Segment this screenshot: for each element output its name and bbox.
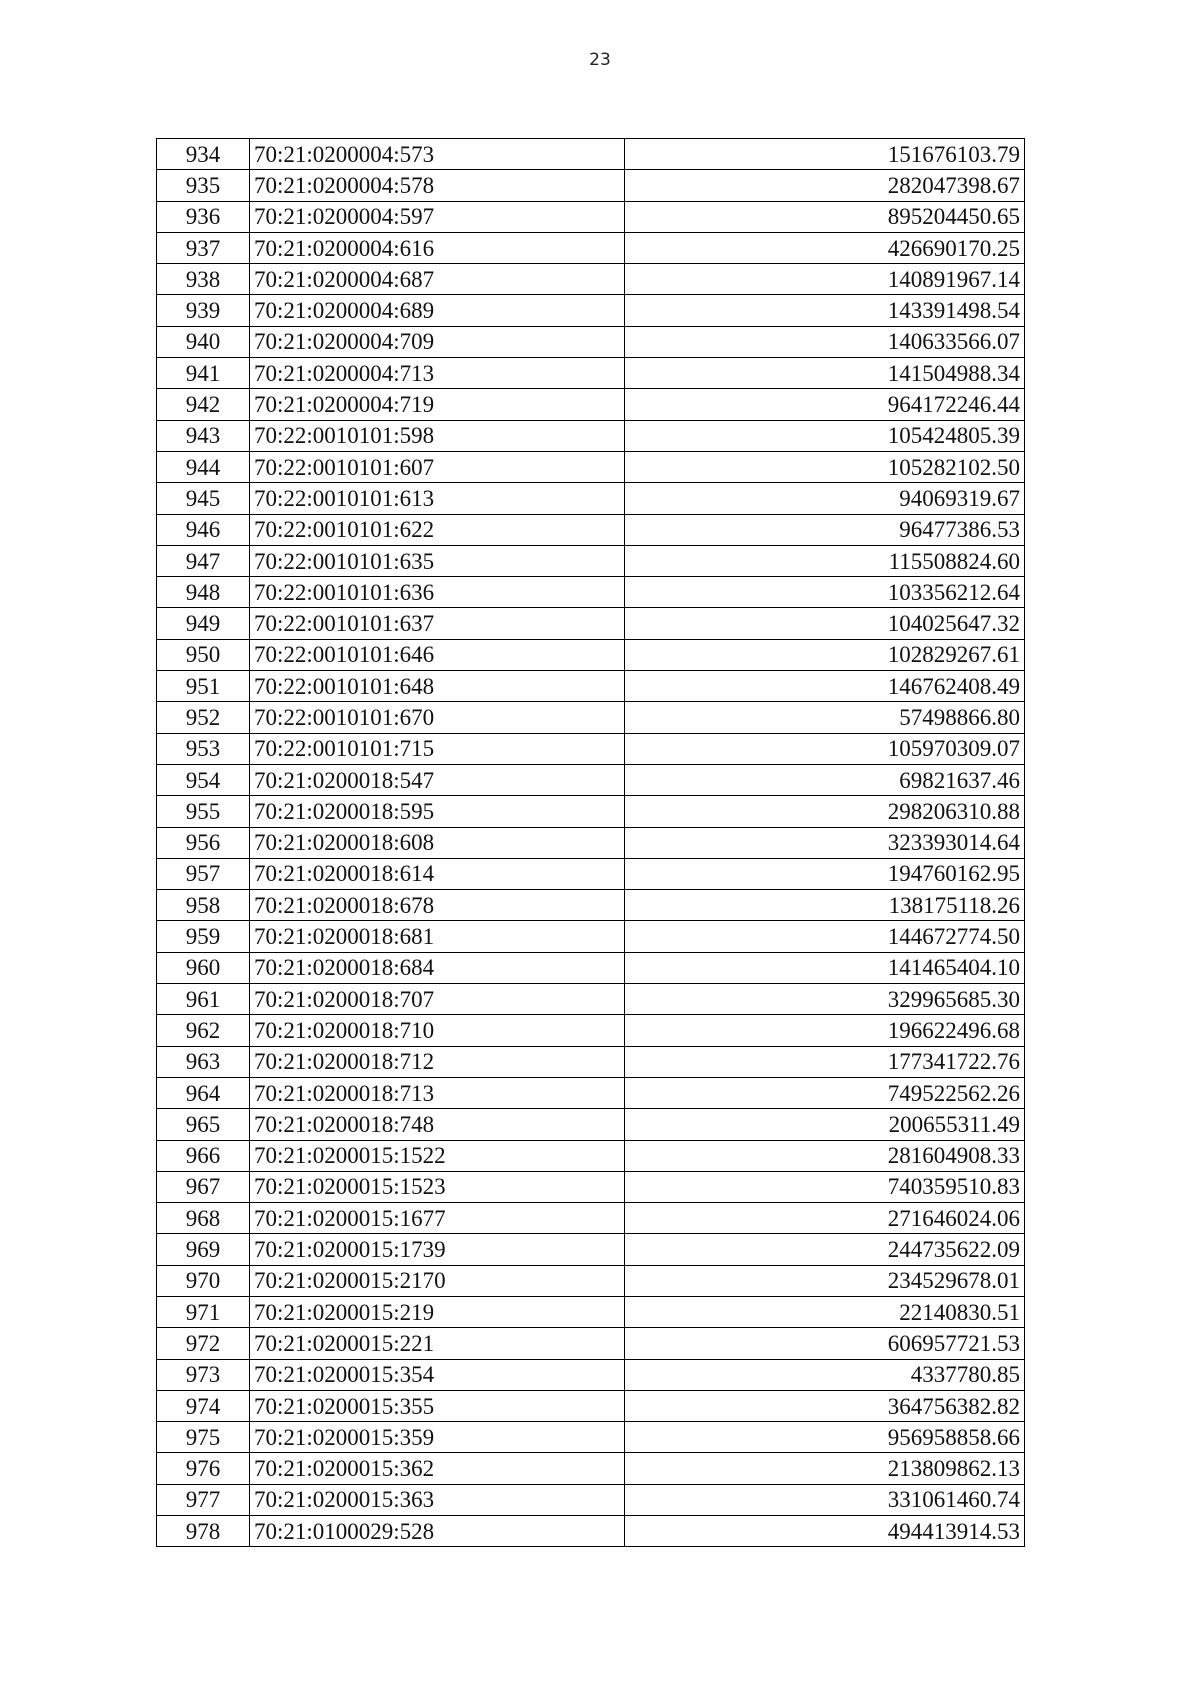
table-row (157, 890, 1025, 921)
cadastral-number-cell: 70:21:0200015:359 (250, 1422, 625, 1453)
cadastral-number-cell: 70:21:0200018:614 (250, 858, 625, 889)
row-number-cell: 955 (157, 796, 250, 827)
cadastral-value-cell: 69821637.46 (625, 764, 1025, 795)
cadastral-number-cell: 70:22:0010101:607 (250, 451, 625, 482)
row-number-cell: 953 (157, 733, 250, 764)
cadastral-number-cell: 70:21:0200015:1522 (250, 1140, 625, 1171)
table-row (157, 1015, 1025, 1046)
row-number-cell: 967 (157, 1171, 250, 1202)
cadastral-number-cell: 70:21:0200004:687 (250, 264, 625, 295)
cadastral-number-cell: 70:21:0200004:573 (250, 139, 625, 170)
cadastral-number-cell: 70:22:0010101:670 (250, 702, 625, 733)
table-row (157, 1265, 1025, 1296)
cadastral-value-cell: 143391498.54 (625, 295, 1025, 326)
cadastral-number-cell: 70:21:0200018:608 (250, 827, 625, 858)
cadastral-value-cell: 22140830.51 (625, 1296, 1025, 1327)
row-number-cell: 934 (157, 139, 250, 170)
cadastral-value-cell: 323393014.64 (625, 827, 1025, 858)
cadastral-value-cell: 96477386.53 (625, 514, 1025, 545)
cadastral-number-cell: 70:21:0200018:678 (250, 890, 625, 921)
cadastral-number-cell: 70:21:0200015:221 (250, 1328, 625, 1359)
row-number-cell: 969 (157, 1234, 250, 1265)
row-number-cell: 941 (157, 358, 250, 389)
cadastral-number-cell: 70:22:0010101:622 (250, 514, 625, 545)
table-row (157, 1390, 1025, 1421)
cadastral-value-cell: 104025647.32 (625, 608, 1025, 639)
cadastral-number-cell: 70:21:0200015:1739 (250, 1234, 625, 1265)
cadastral-value-cell: 740359510.83 (625, 1171, 1025, 1202)
row-number-cell: 956 (157, 827, 250, 858)
row-number-cell: 966 (157, 1140, 250, 1171)
table-row (157, 1296, 1025, 1327)
table-row (157, 264, 1025, 295)
row-number-cell: 964 (157, 1077, 250, 1108)
cadastral-number-cell: 70:22:0010101:637 (250, 608, 625, 639)
cadastral-value-cell: 144672774.50 (625, 921, 1025, 952)
row-number-cell: 951 (157, 671, 250, 702)
cadastral-value-cell: 196622496.68 (625, 1015, 1025, 1046)
table-row (157, 1359, 1025, 1390)
cadastral-value-cell: 105424805.39 (625, 420, 1025, 451)
table-row (157, 139, 1025, 170)
cadastral-number-cell: 70:22:0010101:613 (250, 483, 625, 514)
row-number-cell: 950 (157, 639, 250, 670)
cadastral-value-cell: 364756382.82 (625, 1390, 1025, 1421)
row-number-cell: 948 (157, 577, 250, 608)
table-row (157, 577, 1025, 608)
cadastral-value-cell: 298206310.88 (625, 796, 1025, 827)
cadastral-value-cell: 895204450.65 (625, 201, 1025, 232)
cadastral-value-cell: 213809862.13 (625, 1453, 1025, 1484)
row-number-cell: 937 (157, 232, 250, 263)
table-row (157, 1109, 1025, 1140)
row-number-cell: 961 (157, 984, 250, 1015)
cadastral-number-cell: 70:22:0010101:598 (250, 420, 625, 451)
cadastral-number-cell: 70:21:0200018:681 (250, 921, 625, 952)
row-number-cell: 939 (157, 295, 250, 326)
table-row (157, 389, 1025, 420)
cadastral-value-cell: 234529678.01 (625, 1265, 1025, 1296)
table-row (157, 545, 1025, 576)
cadastral-number-cell: 70:22:0010101:648 (250, 671, 625, 702)
row-number-cell: 977 (157, 1484, 250, 1515)
table-row (157, 952, 1025, 983)
row-number-cell: 962 (157, 1015, 250, 1046)
table-row (157, 1046, 1025, 1077)
cadastral-value-cell: 4337780.85 (625, 1359, 1025, 1390)
cadastral-value-cell: 749522562.26 (625, 1077, 1025, 1108)
row-number-cell: 938 (157, 264, 250, 295)
table-row (157, 1140, 1025, 1171)
row-number-cell: 974 (157, 1390, 250, 1421)
cadastral-number-cell: 70:21:0200004:689 (250, 295, 625, 326)
table-row (157, 1203, 1025, 1234)
cadastral-number-cell: 70:22:0010101:636 (250, 577, 625, 608)
cadastral-number-cell: 70:21:0200015:362 (250, 1453, 625, 1484)
table-row (157, 1484, 1025, 1515)
cadastral-number-cell: 70:21:0200004:709 (250, 326, 625, 357)
row-number-cell: 954 (157, 764, 250, 795)
cadastral-value-cell: 194760162.95 (625, 858, 1025, 889)
row-number-cell: 958 (157, 890, 250, 921)
cadastral-value-cell: 140633566.07 (625, 326, 1025, 357)
cadastral-value-cell: 57498866.80 (625, 702, 1025, 733)
cadastral-number-cell: 70:21:0200018:748 (250, 1109, 625, 1140)
cadastral-number-cell: 70:21:0200015:363 (250, 1484, 625, 1515)
cadastral-value-cell: 282047398.67 (625, 170, 1025, 201)
row-number-cell: 972 (157, 1328, 250, 1359)
row-number-cell: 971 (157, 1296, 250, 1327)
row-number-cell: 975 (157, 1422, 250, 1453)
cadastral-number-cell: 70:21:0200004:719 (250, 389, 625, 420)
table-row (157, 1422, 1025, 1453)
cadastral-value-cell: 331061460.74 (625, 1484, 1025, 1515)
cadastral-number-cell: 70:21:0200015:219 (250, 1296, 625, 1327)
cadastral-value-cell: 426690170.25 (625, 232, 1025, 263)
table-row (157, 1171, 1025, 1202)
cadastral-number-cell: 70:21:0200004:713 (250, 358, 625, 389)
table-row (157, 827, 1025, 858)
cadastral-value-cell: 151676103.79 (625, 139, 1025, 170)
row-number-cell: 947 (157, 545, 250, 576)
table-row (157, 639, 1025, 670)
cadastral-number-cell: 70:22:0010101:715 (250, 733, 625, 764)
cadastral-value-cell: 115508824.60 (625, 545, 1025, 576)
row-number-cell: 957 (157, 858, 250, 889)
cadastral-number-cell: 70:21:0200018:712 (250, 1046, 625, 1077)
row-number-cell: 946 (157, 514, 250, 545)
table-row (157, 921, 1025, 952)
table-row (157, 514, 1025, 545)
row-number-cell: 944 (157, 451, 250, 482)
row-number-cell: 940 (157, 326, 250, 357)
table-row (157, 232, 1025, 263)
cadastral-value-cell: 964172246.44 (625, 389, 1025, 420)
row-number-cell: 960 (157, 952, 250, 983)
cadastral-value-cell: 200655311.49 (625, 1109, 1025, 1140)
cadastral-value-cell: 146762408.49 (625, 671, 1025, 702)
row-number-cell: 965 (157, 1109, 250, 1140)
cadastral-value-cell: 103356212.64 (625, 577, 1025, 608)
table-row (157, 420, 1025, 451)
cadastral-value-cell: 956958858.66 (625, 1422, 1025, 1453)
table-row (157, 608, 1025, 639)
cadastral-number-cell: 70:22:0010101:635 (250, 545, 625, 576)
table-body (157, 139, 1025, 1547)
cadastral-number-cell: 70:21:0200015:1523 (250, 1171, 625, 1202)
cadastral-number-cell: 70:21:0200018:547 (250, 764, 625, 795)
cadastral-number-cell: 70:22:0010101:646 (250, 639, 625, 670)
row-number-cell: 943 (157, 420, 250, 451)
row-number-cell: 952 (157, 702, 250, 733)
cadastral-value-cell: 281604908.33 (625, 1140, 1025, 1171)
cadastral-number-cell: 70:21:0200004:616 (250, 232, 625, 263)
cadastral-number-cell: 70:21:0200018:713 (250, 1077, 625, 1108)
cadastral-number-cell: 70:21:0200015:354 (250, 1359, 625, 1390)
table-row (157, 326, 1025, 357)
cadastral-value-cell: 244735622.09 (625, 1234, 1025, 1265)
row-number-cell: 949 (157, 608, 250, 639)
row-number-cell: 935 (157, 170, 250, 201)
cadastral-value-cell: 494413914.53 (625, 1516, 1025, 1547)
cadastral-number-cell: 70:21:0200015:355 (250, 1390, 625, 1421)
row-number-cell: 973 (157, 1359, 250, 1390)
row-number-cell: 963 (157, 1046, 250, 1077)
cadastral-number-cell: 70:21:0200004:578 (250, 170, 625, 201)
row-number-cell: 959 (157, 921, 250, 952)
cadastral-number-cell: 70:21:0200018:710 (250, 1015, 625, 1046)
table-row (157, 702, 1025, 733)
cadastral-number-cell: 70:21:0200004:597 (250, 201, 625, 232)
cadastral-value-cell: 177341722.76 (625, 1046, 1025, 1077)
table-row (157, 984, 1025, 1015)
row-number-cell: 970 (157, 1265, 250, 1296)
table-row (157, 764, 1025, 795)
cadastral-value-cell: 138175118.26 (625, 890, 1025, 921)
table-row (157, 451, 1025, 482)
table-row (157, 1328, 1025, 1359)
cadastral-value-cell: 329965685.30 (625, 984, 1025, 1015)
cadastral-number-cell: 70:21:0200018:684 (250, 952, 625, 983)
row-number-cell: 945 (157, 483, 250, 514)
table-row (157, 201, 1025, 232)
row-number-cell: 976 (157, 1453, 250, 1484)
cadastral-number-cell: 70:21:0100029:528 (250, 1516, 625, 1547)
page-number: 23 (589, 50, 611, 70)
cadastral-number-cell: 70:21:0200018:595 (250, 796, 625, 827)
table-row (157, 1453, 1025, 1484)
cadastral-value-cell: 102829267.61 (625, 639, 1025, 670)
table-row (157, 1516, 1025, 1547)
table-row (157, 858, 1025, 889)
table-row (157, 295, 1025, 326)
table-row (157, 796, 1025, 827)
cadastral-value-cell: 141504988.34 (625, 358, 1025, 389)
cadastral-value-cell: 140891967.14 (625, 264, 1025, 295)
cadastral-value-cell: 606957721.53 (625, 1328, 1025, 1359)
row-number-cell: 978 (157, 1516, 250, 1547)
table-row (157, 1234, 1025, 1265)
row-number-cell: 936 (157, 201, 250, 232)
cadastral-value-cell: 105282102.50 (625, 451, 1025, 482)
table-row (157, 170, 1025, 201)
cadastral-value-cell: 94069319.67 (625, 483, 1025, 514)
row-number-cell: 942 (157, 389, 250, 420)
cadastral-value-cell: 105970309.07 (625, 733, 1025, 764)
cadastral-value-cell: 141465404.10 (625, 952, 1025, 983)
table-row (157, 358, 1025, 389)
cadastral-number-cell: 70:21:0200018:707 (250, 984, 625, 1015)
table-row (157, 483, 1025, 514)
cadastral-value-table (156, 138, 1025, 1547)
table-row (157, 1077, 1025, 1108)
table-row (157, 733, 1025, 764)
cadastral-number-cell: 70:21:0200015:2170 (250, 1265, 625, 1296)
table-row (157, 671, 1025, 702)
cadastral-value-cell: 271646024.06 (625, 1203, 1025, 1234)
cadastral-number-cell: 70:21:0200015:1677 (250, 1203, 625, 1234)
row-number-cell: 968 (157, 1203, 250, 1234)
